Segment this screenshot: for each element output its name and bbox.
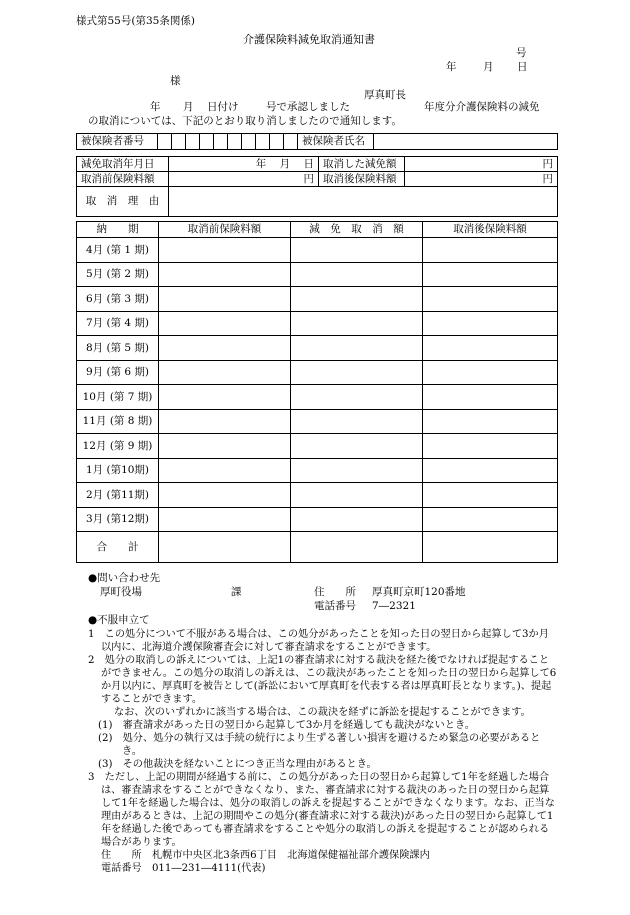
contact-phone: 7―2321 — [372, 600, 416, 612]
insured-number-digit[interactable] — [158, 134, 172, 150]
appeal-phone-label: 電話番号 — [101, 863, 142, 874]
insured-name-value[interactable] — [374, 134, 558, 150]
col-header-cancel: 減 免 取 消 額 — [291, 222, 423, 238]
appeal-item-2-note: なお、次のいずれかに該当する場合は、この裁決を経ずに訴訟を提起することができます。 — [114, 707, 531, 718]
appeal-item-2: 2 処分の取消しの訴えについては、上記1の審査請求に対する裁決を経た後でなければ提起することができません。この処分の取消しの訴えは、この裁決があったことを知った日の翌日から起算して6か月以内に、厚真町を被告として(訴訟において厚真町を代表する者は厚真町長となります。)、提起することができます。 — [88, 655, 557, 705]
before-cell[interactable] — [159, 434, 291, 459]
cancel-cell[interactable] — [291, 262, 423, 287]
appeal-sub-2: (2) 処分、処分の執行又は手続の続行により生ずる著しい損害を避けるため緊急の必要があるとき。 — [98, 733, 541, 757]
contact-heading: ●問い合わせ先 — [88, 572, 161, 584]
date-day: 日 — [517, 61, 528, 73]
after-cell[interactable] — [423, 238, 558, 263]
contact-phone-label: 電話番号 — [314, 600, 356, 612]
cancel-total[interactable] — [291, 532, 423, 563]
date-month: 月 — [483, 61, 494, 73]
cancel-cell[interactable] — [291, 360, 423, 385]
table-row — [77, 311, 558, 336]
cancelled-amount-label: 取消した減免額 — [319, 157, 405, 172]
after-cell[interactable] — [423, 434, 558, 459]
form-number: 様式第55号(第35条関係) — [76, 15, 195, 27]
before-cell[interactable] — [159, 311, 291, 336]
cancel-date-value[interactable]: 年 月 日 — [169, 157, 319, 172]
appeal-phone-line — [88, 862, 558, 875]
cancel-cell[interactable] — [291, 507, 423, 532]
period-label: 7月 (第 4 期) — [77, 311, 159, 336]
table-row — [77, 458, 558, 483]
after-cell[interactable] — [423, 507, 558, 532]
period-label: 8月 (第 5 期) — [77, 336, 159, 361]
table-row — [77, 507, 558, 532]
date-year: 年 — [446, 61, 457, 73]
period-label: 12月 (第 9 期) — [77, 434, 159, 459]
cancel-cell[interactable] — [291, 311, 423, 336]
insured-number-digit[interactable] — [172, 134, 186, 150]
insured-number-label: 被保険者番号 — [77, 134, 158, 150]
appeal-address-line — [88, 849, 558, 862]
insured-number-digit[interactable] — [200, 134, 214, 150]
period-label: 1月 (第10期) — [77, 458, 159, 483]
after-cell[interactable] — [423, 360, 558, 385]
period-label: 11月 (第 8 期) — [77, 409, 159, 434]
after-cell[interactable] — [423, 262, 558, 287]
period-label: 5月 (第 2 期) — [77, 262, 159, 287]
table-row — [77, 336, 558, 361]
appeal-sub-3: (3) その他裁決を経ないことにつき正当な理由があるとき。 — [98, 759, 377, 770]
contact-address-label: 住 所 — [314, 586, 356, 598]
table-row — [77, 409, 558, 434]
after-cell[interactable] — [423, 336, 558, 361]
after-total[interactable] — [423, 532, 558, 563]
cancel-cell[interactable] — [291, 483, 423, 508]
before-cell[interactable] — [159, 336, 291, 361]
before-cell[interactable] — [159, 458, 291, 483]
table-row — [77, 287, 558, 312]
appeal-item-3: 3 ただし、上記の期間が経過する前に、この処分があった日の翌日から起算して1年を経過した場合は、審査請求をすることができなくなり、また、審査請求に対する裁決のあった日の翌日から起算して1年を経過した場合は、処分の取消しの訴えを提起することができなくなります。なお、正当な理由があるときは、上記の期間やこの処分(審査請求に対する裁決)があった日の翌日から起算して1年を経過した後であっても審査請求をすることや処分の取消しの訴えを提起することが認められる場合があります。 — [88, 772, 555, 848]
after-cell[interactable] — [423, 483, 558, 508]
contact-dept: 課 — [231, 586, 242, 598]
after-cell[interactable] — [423, 385, 558, 410]
insured-number-digit[interactable] — [242, 134, 256, 150]
col-header-after: 取消後保険料額 — [423, 222, 558, 238]
col-header-before: 取消前保険料額 — [159, 222, 291, 238]
body-fiscal-year: 年度分介護保険料の減免 — [424, 101, 540, 113]
document-number-label: 号 — [516, 47, 527, 59]
after-cell[interactable] — [423, 409, 558, 434]
document-title: 介護保険料減免取消通知書 — [243, 33, 375, 46]
col-header-period: 納 期 — [77, 222, 159, 238]
issuer: 厚真町長 — [364, 89, 406, 101]
addressee-suffix: 様 — [170, 75, 181, 87]
cancel-cell[interactable] — [291, 336, 423, 361]
before-amount-value[interactable]: 円 — [169, 172, 319, 187]
insured-name-label: 被保険者氏名 — [298, 134, 374, 150]
table-row — [77, 360, 558, 385]
body-year: 年 — [150, 101, 161, 113]
after-cell[interactable] — [423, 458, 558, 483]
appeal-sub-1: (1) 審査請求があった日の翌日から起算して3か月を経過しても裁決がないとき。 — [98, 720, 475, 731]
cancel-cell[interactable] — [291, 409, 423, 434]
period-label: 6月 (第 3 期) — [77, 287, 159, 312]
before-cell[interactable] — [159, 385, 291, 410]
before-total[interactable] — [159, 532, 291, 563]
period-label: 10月 (第 7 期) — [77, 385, 159, 410]
installment-table — [76, 221, 558, 563]
cancel-date-label: 減免取消年月日 — [77, 157, 169, 172]
table-row — [77, 483, 558, 508]
before-cell[interactable] — [159, 507, 291, 532]
insured-number-digit[interactable] — [186, 134, 200, 150]
contact-office: 厚町役場 — [100, 586, 142, 598]
cancel-cell[interactable] — [291, 385, 423, 410]
body-approval: 号で承認しました — [266, 101, 350, 113]
after-cell[interactable] — [423, 311, 558, 336]
insured-number-digit[interactable] — [256, 134, 270, 150]
before-amount-label: 取消前保険料額 — [77, 172, 169, 187]
insured-number-digit[interactable] — [284, 134, 298, 150]
period-label: 2月 (第11期) — [77, 483, 159, 508]
period-label: 4月 (第 1 期) — [77, 238, 159, 263]
reason-value[interactable] — [169, 187, 558, 217]
after-amount-value[interactable]: 円 — [405, 172, 558, 187]
body-line2: の取消については、下記のとおり取り消しましたので通知します。 — [88, 115, 402, 127]
table-row — [77, 385, 558, 410]
after-cell[interactable] — [423, 287, 558, 312]
cancelled-amount-value[interactable]: 円 — [405, 157, 558, 172]
before-cell[interactable] — [159, 483, 291, 508]
reason-label: 取 消 理 由 — [77, 187, 169, 217]
table-row — [77, 262, 558, 287]
appeal-body — [88, 628, 558, 875]
insured-number-digit[interactable] — [228, 134, 242, 150]
cancellation-info-table — [76, 156, 558, 217]
period-label: 3月 (第12期) — [77, 507, 159, 532]
cancel-cell[interactable] — [291, 238, 423, 263]
appeal-heading: ●不服申立て — [88, 614, 150, 626]
appeal-phone: 011―231―4111(代表) — [151, 863, 266, 874]
before-cell[interactable] — [159, 238, 291, 263]
insured-table — [76, 133, 558, 150]
insured-number-digit[interactable] — [214, 134, 228, 150]
contact-address: 厚真町京町120番地 — [372, 586, 466, 598]
before-cell[interactable] — [159, 360, 291, 385]
total-row — [77, 532, 558, 563]
before-cell[interactable] — [159, 287, 291, 312]
table-row — [77, 238, 558, 263]
cancel-cell[interactable] — [291, 434, 423, 459]
cancel-cell[interactable] — [291, 458, 423, 483]
appeal-item-1: 1 この処分について不服がある場合は、この処分があったことを知った日の翌日から起算して3か月以内に、北海道介護保険審査会に対して審査請求をすることができます。 — [88, 629, 549, 653]
table-row — [77, 434, 558, 459]
appeal-address: 札幌市中央区北3条西6丁目 北海道保健福祉部介護保険課内 — [151, 850, 430, 861]
insured-number-digit[interactable] — [270, 134, 284, 150]
body-month: 月 — [183, 101, 194, 113]
period-label: 9月 (第 6 期) — [77, 360, 159, 385]
total-label: 合 計 — [77, 532, 159, 563]
body-date-suffix: 日付け — [207, 101, 239, 113]
appeal-address-label: 住 所 — [101, 850, 142, 861]
before-cell[interactable] — [159, 262, 291, 287]
before-cell[interactable] — [159, 409, 291, 434]
after-amount-label: 取消後保険料額 — [319, 172, 405, 187]
cancel-cell[interactable] — [291, 287, 423, 312]
